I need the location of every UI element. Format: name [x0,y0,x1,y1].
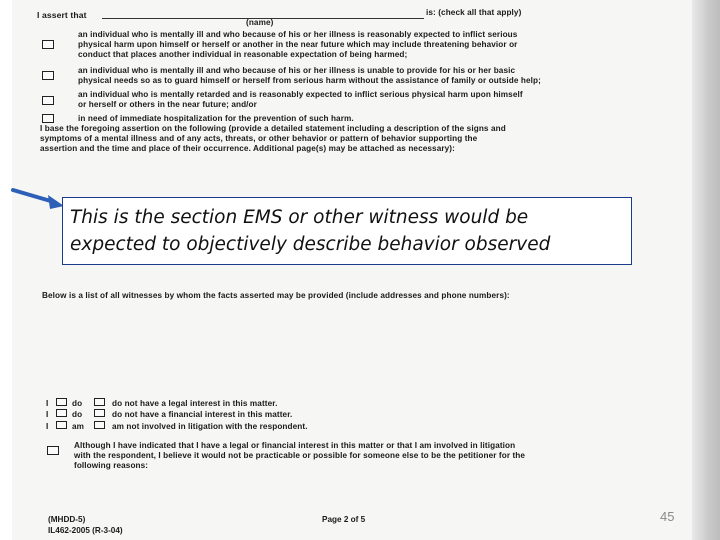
option-2-line-1: an individual who is mentally ill and who because of his or her illness is unable to provide for his or her basic [78,66,516,75]
interest-row-2-checkbox-a[interactable] [56,409,67,417]
although-line-3: following reasons: [74,461,149,470]
interest-row-2-text: do not have a financial interest in this matter. [112,410,293,419]
option-2-line-2: physical needs so as to guard himself or herself from serious harm without the assistance of family or outside help; [78,76,541,85]
option-checkbox-1[interactable] [42,40,54,49]
interest-row-1-pronoun: I [46,399,49,408]
option-3-line-2: or herself or others in the near future; and/or [78,100,257,109]
name-label: (name) [246,18,274,27]
basis-line-2: symptoms of a mental illness and of any acts, threats, or other behavior or pattern of behavior supporting the [40,134,478,143]
assert-prefix: I assert that [37,10,87,20]
option-4-line-1: in need of immediate hospitalization for the prevention of such harm. [78,114,354,123]
form-revision: IL462-2005 (R-3-04) [48,526,123,535]
witness-line: Below is a list of all witnesses by whom the facts asserted may be provided (include addresses and phone numbers): [42,291,510,300]
callout-box [62,197,632,265]
slide-edge-bar [692,0,720,540]
interest-row-1-text: do not have a legal interest in this matter. [112,399,278,408]
interest-row-2-checkbox-b[interactable] [94,409,105,417]
option-checkbox-2[interactable] [42,71,54,80]
interest-row-1-verb: do [72,399,83,408]
interest-row-2-pronoun: I [46,410,49,419]
arrow-icon [10,184,68,212]
interest-row-1-checkbox-a[interactable] [56,398,67,406]
option-1-line-3: conduct that places another individual in reasonable expectation of being harmed; [78,50,408,59]
interest-row-3-verb: am [72,422,85,431]
option-checkbox-4[interactable] [42,114,54,123]
interest-row-2-verb: do [72,410,83,419]
option-checkbox-3[interactable] [42,96,54,105]
option-1-line-2: physical harm upon himself or herself or another in the near future which may include threatening behavior or [78,40,518,49]
page-indicator: Page 2 of 5 [322,515,366,524]
form-code: (MHDD-5) [48,515,86,524]
assert-suffix: is: (check all that apply) [426,8,522,17]
although-line-1: Although I have indicated that I have a legal or financial interest in this matter or that I am involved in litigation [74,441,516,450]
interest-row-1-checkbox-b[interactable] [94,398,105,406]
interest-row-3-pronoun: I [46,422,49,431]
interest-row-3-checkbox-a[interactable] [56,421,67,429]
basis-line-1: I base the foregoing assertion on the following (provide a detailed statement including a description of the signs and [40,124,506,133]
interest-row-3-checkbox-b[interactable] [94,421,105,429]
although-line-2: with the respondent, I believe it would not be practicable or possible for someone else to be the petitioner for the [74,451,526,460]
although-checkbox[interactable] [47,446,59,455]
option-1-line-1: an individual who is mentally ill and who because of his or her illness is reasonably expected to inflict serious [78,30,518,39]
callout-line-1: This is the section EMS or other witness would be [70,207,529,228]
interest-row-3-text: am not involved in litigation with the respondent. [112,422,308,431]
scanned-form [12,0,692,540]
slide-number: 45 [660,509,675,524]
option-3-line-1: an individual who is mentally retarded and is reasonably expected to inflict serious physical harm upon himself [78,90,523,99]
callout-line-2: expected to objectively describe behavior observed [70,234,551,255]
basis-line-3: assertion and the time and place of their occurrence. Additional page(s) may be attached as necessary): [40,144,455,153]
